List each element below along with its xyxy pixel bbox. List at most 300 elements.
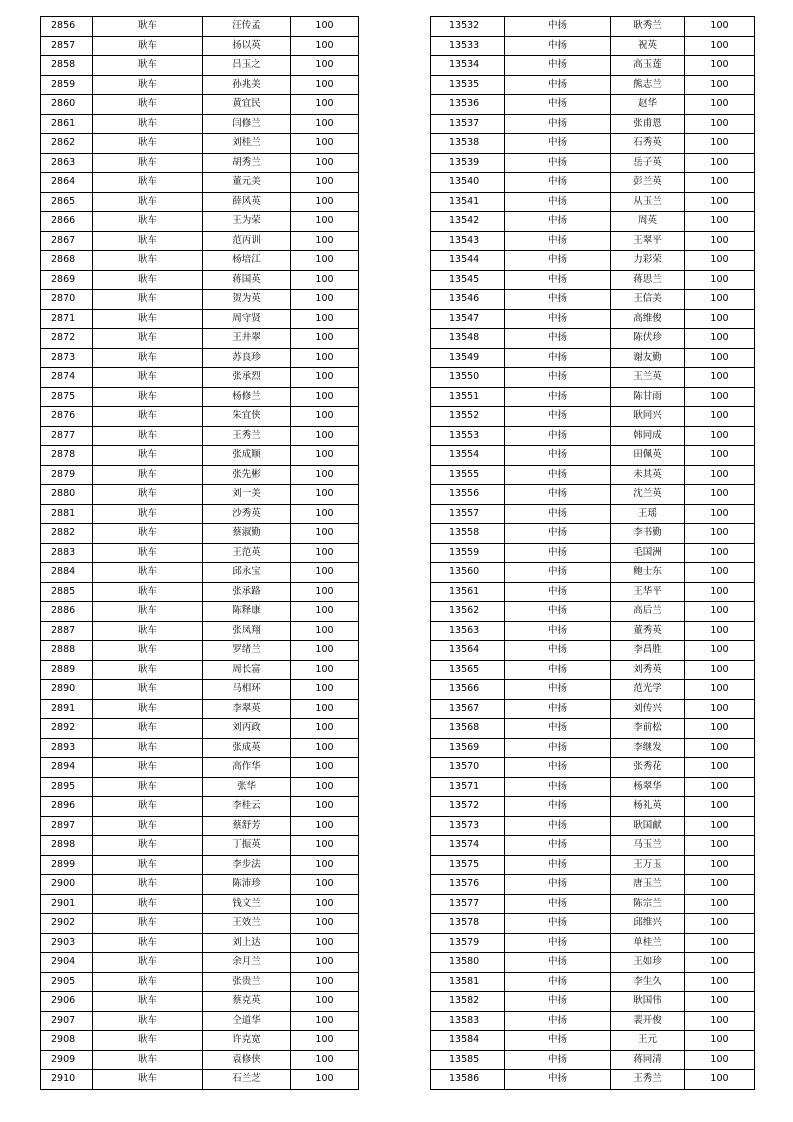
table-row [431,875,755,895]
village-cell: 耿车 [93,114,203,134]
name-cell: 毛国洲 [611,543,685,563]
id-cell: 2856 [41,17,93,37]
village-cell: 耿车 [93,36,203,56]
name-cell: 力彩荣 [611,251,685,271]
amount-cell: 100 [291,407,359,427]
amount-cell: 100 [685,407,755,427]
name-cell: 钱文兰 [203,894,291,914]
id-cell: 2881 [41,504,93,524]
id-cell: 13577 [431,894,505,914]
village-cell: 中扬 [505,543,611,563]
id-cell: 13537 [431,114,505,134]
village-cell: 中扬 [505,309,611,329]
amount-cell: 100 [291,660,359,680]
amount-cell: 100 [685,621,755,641]
amount-cell: 100 [685,680,755,700]
amount-cell: 100 [291,953,359,973]
amount-cell: 100 [291,485,359,505]
table-row [41,446,359,466]
amount-cell: 100 [291,348,359,368]
village-cell: 中扬 [505,387,611,407]
table-row [41,329,359,349]
amount-cell: 100 [291,680,359,700]
amount-cell: 100 [291,1031,359,1051]
id-cell: 13546 [431,290,505,310]
table-row [431,816,755,836]
id-cell: 2868 [41,251,93,271]
id-cell: 2863 [41,153,93,173]
name-cell: 李继发 [611,738,685,758]
amount-cell: 100 [291,95,359,115]
name-cell: 李步法 [203,855,291,875]
id-cell: 13552 [431,407,505,427]
amount-cell: 100 [291,368,359,388]
amount-cell: 100 [291,816,359,836]
name-cell: 王瑶 [611,504,685,524]
village-cell: 耿车 [93,738,203,758]
amount-cell: 100 [685,777,755,797]
village-cell: 中扬 [505,114,611,134]
name-cell: 蒋国英 [203,270,291,290]
table-row [431,543,755,563]
village-cell: 中扬 [505,407,611,427]
amount-cell: 100 [291,524,359,544]
table-row [41,134,359,154]
id-cell: 2876 [41,407,93,427]
name-cell: 张承烈 [203,368,291,388]
name-cell: 闫修兰 [203,114,291,134]
id-cell: 13545 [431,270,505,290]
id-cell: 2879 [41,465,93,485]
village-cell: 中扬 [505,933,611,953]
table-row [41,972,359,992]
name-cell: 刘丙政 [203,719,291,739]
name-cell: 蔡淑勤 [203,524,291,544]
id-cell: 13583 [431,1011,505,1031]
table-row [41,914,359,934]
amount-cell: 100 [685,1050,755,1070]
village-cell: 耿车 [93,56,203,76]
amount-cell: 100 [685,641,755,661]
name-cell: 吕玉之 [203,56,291,76]
amount-cell: 100 [291,641,359,661]
name-cell: 高后兰 [611,602,685,622]
amount-cell: 100 [685,992,755,1012]
name-cell: 张承路 [203,582,291,602]
left-roster-table [40,16,359,1090]
table-row [431,855,755,875]
id-cell: 2901 [41,894,93,914]
id-cell: 13562 [431,602,505,622]
village-cell: 耿车 [93,173,203,193]
id-cell: 13532 [431,17,505,37]
id-cell: 2875 [41,387,93,407]
name-cell: 李生久 [611,972,685,992]
name-cell: 岳子英 [611,153,685,173]
name-cell: 祝英 [611,36,685,56]
table-row [431,914,755,934]
village-cell: 中扬 [505,660,611,680]
village-cell: 耿车 [93,543,203,563]
village-cell: 耿车 [93,894,203,914]
table-row [41,368,359,388]
amount-cell: 100 [685,602,755,622]
id-cell: 13550 [431,368,505,388]
table-row [431,758,755,778]
village-cell: 中扬 [505,992,611,1012]
amount-cell: 100 [685,95,755,115]
name-cell: 董元美 [203,173,291,193]
village-cell: 中扬 [505,231,611,251]
name-cell: 石秀英 [611,134,685,154]
table-row [431,777,755,797]
name-cell: 范光学 [611,680,685,700]
name-cell: 彭兰英 [611,173,685,193]
table-row [431,153,755,173]
village-cell: 耿车 [93,309,203,329]
table-row [41,641,359,661]
amount-cell: 100 [291,1050,359,1070]
name-cell: 耿同兴 [611,407,685,427]
name-cell: 陈沛珍 [203,875,291,895]
table-row [431,446,755,466]
table-row [41,875,359,895]
name-cell: 从玉兰 [611,192,685,212]
table-row [431,36,755,56]
table-row [431,738,755,758]
village-cell: 中扬 [505,797,611,817]
amount-cell: 100 [291,426,359,446]
id-cell: 13571 [431,777,505,797]
left-roster-body [41,17,359,1090]
id-cell: 2893 [41,738,93,758]
amount-cell: 100 [685,114,755,134]
id-cell: 13564 [431,641,505,661]
name-cell: 蒋思兰 [611,270,685,290]
table-row [431,563,755,583]
amount-cell: 100 [291,290,359,310]
name-cell: 马相环 [203,680,291,700]
id-cell: 2908 [41,1031,93,1051]
village-cell: 耿车 [93,992,203,1012]
table-row [41,836,359,856]
amount-cell: 100 [685,972,755,992]
village-cell: 耿车 [93,972,203,992]
id-cell: 13544 [431,251,505,271]
id-cell: 2909 [41,1050,93,1070]
amount-cell: 100 [685,933,755,953]
village-cell: 中扬 [505,504,611,524]
name-cell: 孙兆美 [203,75,291,95]
table-row [431,251,755,271]
table-row [431,75,755,95]
name-cell: 张贵兰 [203,972,291,992]
amount-cell: 100 [291,17,359,37]
name-cell: 耿国伟 [611,992,685,1012]
amount-cell: 100 [685,797,755,817]
amount-cell: 100 [685,758,755,778]
table-row [41,387,359,407]
village-cell: 中扬 [505,36,611,56]
amount-cell: 100 [685,738,755,758]
name-cell: 鲍士东 [611,563,685,583]
village-cell: 耿车 [93,602,203,622]
id-cell: 2884 [41,563,93,583]
village-cell: 耿车 [93,1011,203,1031]
table-row [41,816,359,836]
id-cell: 2906 [41,992,93,1012]
id-cell: 2867 [41,231,93,251]
name-cell: 贺为英 [203,290,291,310]
village-cell: 中扬 [505,426,611,446]
id-cell: 13576 [431,875,505,895]
name-cell: 王元 [611,1031,685,1051]
table-row [41,95,359,115]
village-cell: 耿车 [93,329,203,349]
table-row [41,758,359,778]
id-cell: 2887 [41,621,93,641]
village-cell: 耿车 [93,933,203,953]
id-cell: 13543 [431,231,505,251]
village-cell: 耿车 [93,914,203,934]
id-cell: 13560 [431,563,505,583]
village-cell: 中扬 [505,368,611,388]
name-cell: 王效兰 [203,914,291,934]
table-row [41,407,359,427]
village-cell: 中扬 [505,153,611,173]
name-cell: 王井翠 [203,329,291,349]
name-cell: 沈兰英 [611,485,685,505]
id-cell: 13547 [431,309,505,329]
id-cell: 13557 [431,504,505,524]
village-cell: 耿车 [93,719,203,739]
table-row [431,1031,755,1051]
id-cell: 2885 [41,582,93,602]
table-row [41,894,359,914]
id-cell: 2857 [41,36,93,56]
name-cell: 刘秀英 [611,660,685,680]
amount-cell: 100 [291,231,359,251]
id-cell: 2861 [41,114,93,134]
amount-cell: 100 [685,894,755,914]
id-cell: 2905 [41,972,93,992]
village-cell: 中扬 [505,641,611,661]
name-cell: 李前松 [611,719,685,739]
id-cell: 2866 [41,212,93,232]
id-cell: 13565 [431,660,505,680]
id-cell: 13573 [431,816,505,836]
village-cell: 中扬 [505,894,611,914]
amount-cell: 100 [291,992,359,1012]
id-cell: 2902 [41,914,93,934]
table-row [41,1050,359,1070]
table-row [431,621,755,641]
village-cell: 中扬 [505,914,611,934]
name-cell: 王万玉 [611,855,685,875]
id-cell: 13549 [431,348,505,368]
village-cell: 耿车 [93,836,203,856]
amount-cell: 100 [291,36,359,56]
village-cell: 中扬 [505,134,611,154]
amount-cell: 100 [685,348,755,368]
id-cell: 2899 [41,855,93,875]
village-cell: 耿车 [93,563,203,583]
id-cell: 13578 [431,914,505,934]
table-row [41,251,359,271]
name-cell: 仝道华 [203,1011,291,1031]
village-cell: 中扬 [505,875,611,895]
table-row [41,563,359,583]
name-cell: 陈释康 [203,602,291,622]
table-row [41,75,359,95]
name-cell: 裴开俊 [611,1011,685,1031]
name-cell: 杨修兰 [203,387,291,407]
amount-cell: 100 [685,270,755,290]
table-row [431,465,755,485]
amount-cell: 100 [291,758,359,778]
village-cell: 耿车 [93,1070,203,1090]
name-cell: 韩同成 [611,426,685,446]
village-cell: 耿车 [93,153,203,173]
amount-cell: 100 [291,543,359,563]
village-cell: 中扬 [505,582,611,602]
amount-cell: 100 [685,1031,755,1051]
name-cell: 张成英 [203,738,291,758]
name-cell: 周英 [611,212,685,232]
id-cell: 13561 [431,582,505,602]
amount-cell: 100 [291,933,359,953]
village-cell: 耿车 [93,816,203,836]
table-row [431,504,755,524]
name-cell: 罗绪兰 [203,641,291,661]
amount-cell: 100 [685,251,755,271]
id-cell: 13540 [431,173,505,193]
table-row [431,699,755,719]
amount-cell: 100 [685,426,755,446]
village-cell: 中扬 [505,56,611,76]
name-cell: 刘传兴 [611,699,685,719]
name-cell: 王信美 [611,290,685,310]
village-cell: 中扬 [505,95,611,115]
id-cell: 13581 [431,972,505,992]
id-cell: 13570 [431,758,505,778]
name-cell: 熊志兰 [611,75,685,95]
amount-cell: 100 [291,738,359,758]
village-cell: 耿车 [93,875,203,895]
village-cell: 中扬 [505,816,611,836]
id-cell: 2864 [41,173,93,193]
name-cell: 蒋同清 [611,1050,685,1070]
village-cell: 耿车 [93,699,203,719]
id-cell: 13586 [431,1070,505,1090]
table-row [41,1011,359,1031]
village-cell: 中扬 [505,17,611,37]
amount-cell: 100 [685,582,755,602]
name-cell: 王秀兰 [203,426,291,446]
village-cell: 中扬 [505,777,611,797]
name-cell: 耿秀兰 [611,17,685,37]
village-cell: 耿车 [93,95,203,115]
village-cell: 耿车 [93,660,203,680]
id-cell: 13541 [431,192,505,212]
table-row [41,153,359,173]
name-cell: 陈伏珍 [611,329,685,349]
id-cell: 13536 [431,95,505,115]
amount-cell: 100 [685,173,755,193]
village-cell: 耿车 [93,524,203,544]
amount-cell: 100 [291,972,359,992]
village-cell: 中扬 [505,75,611,95]
amount-cell: 100 [291,173,359,193]
id-cell: 13563 [431,621,505,641]
id-cell: 2870 [41,290,93,310]
village-cell: 耿车 [93,582,203,602]
name-cell: 蔡舒芳 [203,816,291,836]
village-cell: 耿车 [93,212,203,232]
village-cell: 耿车 [93,426,203,446]
id-cell: 2900 [41,875,93,895]
id-cell: 2892 [41,719,93,739]
amount-cell: 100 [291,836,359,856]
amount-cell: 100 [291,309,359,329]
village-cell: 耿车 [93,777,203,797]
name-cell: 未其英 [611,465,685,485]
id-cell: 2907 [41,1011,93,1031]
id-cell: 2872 [41,329,93,349]
amount-cell: 100 [685,17,755,37]
id-cell: 2896 [41,797,93,817]
amount-cell: 100 [291,192,359,212]
village-cell: 耿车 [93,290,203,310]
id-cell: 13539 [431,153,505,173]
amount-cell: 100 [685,816,755,836]
name-cell: 陈甘雨 [611,387,685,407]
table-row [41,426,359,446]
village-cell: 耿车 [93,407,203,427]
table-row [431,1011,755,1031]
table-row [41,621,359,641]
village-cell: 中扬 [505,212,611,232]
village-cell: 耿车 [93,348,203,368]
table-row [431,212,755,232]
name-cell: 蔡克英 [203,992,291,1012]
id-cell: 13553 [431,426,505,446]
table-row [41,524,359,544]
table-row [41,660,359,680]
table-row [431,192,755,212]
village-cell: 中扬 [505,290,611,310]
table-row [431,173,755,193]
table-row [431,719,755,739]
id-cell: 13567 [431,699,505,719]
table-row [41,212,359,232]
table-row [41,543,359,563]
amount-cell: 100 [291,563,359,583]
table-row [431,329,755,349]
id-cell: 13566 [431,680,505,700]
village-cell: 中扬 [505,1070,611,1090]
id-cell: 2897 [41,816,93,836]
name-cell: 谢友勤 [611,348,685,368]
name-cell: 袁修侠 [203,1050,291,1070]
id-cell: 13533 [431,36,505,56]
village-cell: 耿车 [93,621,203,641]
table-row [431,1070,755,1090]
table-row [431,407,755,427]
table-row [431,602,755,622]
amount-cell: 100 [685,465,755,485]
village-cell: 中扬 [505,602,611,622]
